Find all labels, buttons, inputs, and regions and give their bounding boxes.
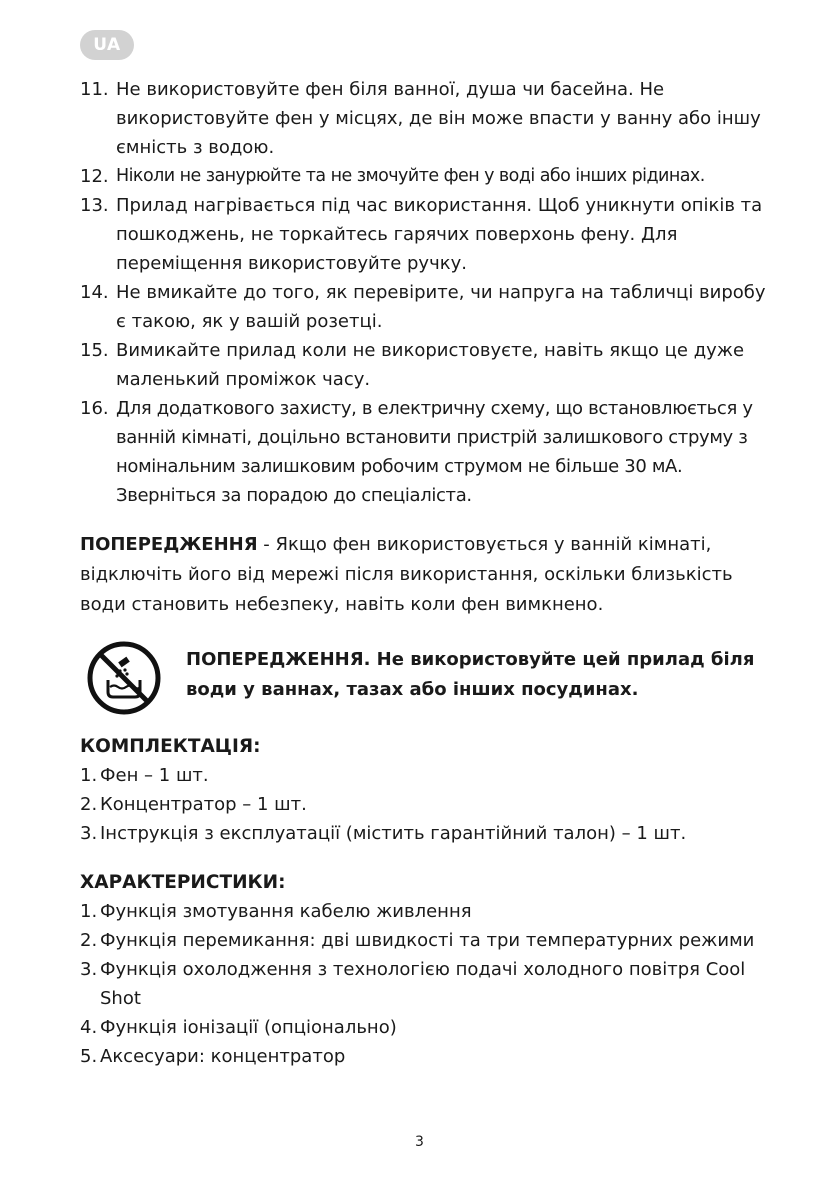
item-number: 16.	[80, 398, 109, 419]
section-title: КОМПЛЕКТАЦІЯ:	[80, 736, 261, 757]
kit-list	[80, 761, 770, 848]
item-text: Функція перемикання: дві швидкості та три температурних режими	[100, 930, 755, 951]
warning-label: ПОПЕРЕДЖЕННЯ	[80, 534, 258, 555]
item-text: Фен – 1 шт.	[100, 765, 209, 786]
list-item	[80, 191, 770, 278]
item-number: 13.	[80, 195, 109, 216]
list-item	[80, 1042, 770, 1071]
item-text: Функція змотування кабелю живлення	[100, 901, 472, 922]
list-item	[80, 278, 770, 336]
list-item	[80, 394, 770, 510]
characteristics-section	[80, 868, 770, 1071]
list-item	[80, 761, 770, 790]
item-number: 12.	[80, 166, 109, 187]
list-item	[80, 897, 770, 926]
list-item	[80, 790, 770, 819]
item-number: 4.	[80, 1017, 98, 1038]
list-item	[80, 336, 770, 394]
bathroom-warning	[80, 530, 770, 620]
item-number: 5.	[80, 1046, 98, 1067]
item-text: Не вмикайте до того, як перевірите, чи напруга на табличці виробу є такою, як у вашій розетці.	[116, 282, 766, 332]
characteristics-list	[80, 897, 770, 1071]
item-number: 3.	[80, 959, 98, 980]
item-number: 14.	[80, 282, 109, 303]
list-item	[80, 926, 770, 955]
item-number: 2.	[80, 930, 98, 951]
section-title: ХАРАКТЕРИСТИКИ:	[80, 872, 286, 893]
item-text: Функція іонізації (опціонально)	[100, 1017, 397, 1038]
list-item	[80, 162, 770, 191]
item-text: Функція охолодження з технологією подачі холодного повітря Cool Shot	[100, 959, 746, 1009]
item-number: 1.	[80, 901, 98, 922]
warning-text: - Якщо фен використовується у ванній кімнаті, відключіть його від мережі після використання, оскільки близькість води становить небезпеку, навіть коли фен вимкнено.	[80, 534, 733, 615]
item-text: Не використовуйте фен біля ванної, душа чи басейна. Не використовуйте фен у місцях, де він може впасти у ванну або іншу ємність з водою.	[116, 79, 761, 158]
language-badge: UA	[80, 30, 134, 60]
page-number: 3	[415, 1134, 424, 1150]
item-text: Ніколи не занурюйте та не змочуйте фен у воді або інших рідинах.	[116, 166, 705, 186]
no-water-use-icon	[86, 640, 162, 716]
water-warning: ПОПЕРЕДЖЕННЯ. Не використовуйте цей прилад біля води у ваннах, тазах або інших посудинах.	[186, 649, 755, 700]
item-text: Прилад нагрівається під час використання. Щоб уникнути опіків та пошкоджень, не торкайтесь гарячих поверхонь фену. Для переміщення використовуйте ручку.	[116, 195, 763, 274]
item-text: Концентратор – 1 шт.	[100, 794, 307, 815]
kit-section	[80, 732, 770, 848]
item-number: 15.	[80, 340, 109, 361]
list-item	[80, 819, 770, 848]
list-item	[80, 1013, 770, 1042]
item-text: Для додаткового захисту, в електричну схему, що встановлюється у ванній кімнаті, доцільно встановити пристрій залишкового струму з номінальним залишковим робочим струмом не більше 30 мА. Зверніться за порадою до спеціаліста.	[116, 398, 753, 506]
item-number: 11.	[80, 79, 109, 100]
item-text: Інструкція з експлуатації (містить гарантійний талон) – 1 шт.	[100, 823, 687, 844]
list-item	[80, 75, 770, 162]
item-number: 1.	[80, 765, 98, 786]
item-text: Вимикайте прилад коли не використовуєте, навіть якщо це дуже маленький проміжок часу.	[116, 340, 745, 390]
item-number: 2.	[80, 794, 98, 815]
list-item	[80, 955, 770, 1013]
item-text: Аксесуари: концентратор	[100, 1046, 346, 1067]
safety-instructions-list	[80, 75, 770, 510]
item-number: 3.	[80, 823, 98, 844]
